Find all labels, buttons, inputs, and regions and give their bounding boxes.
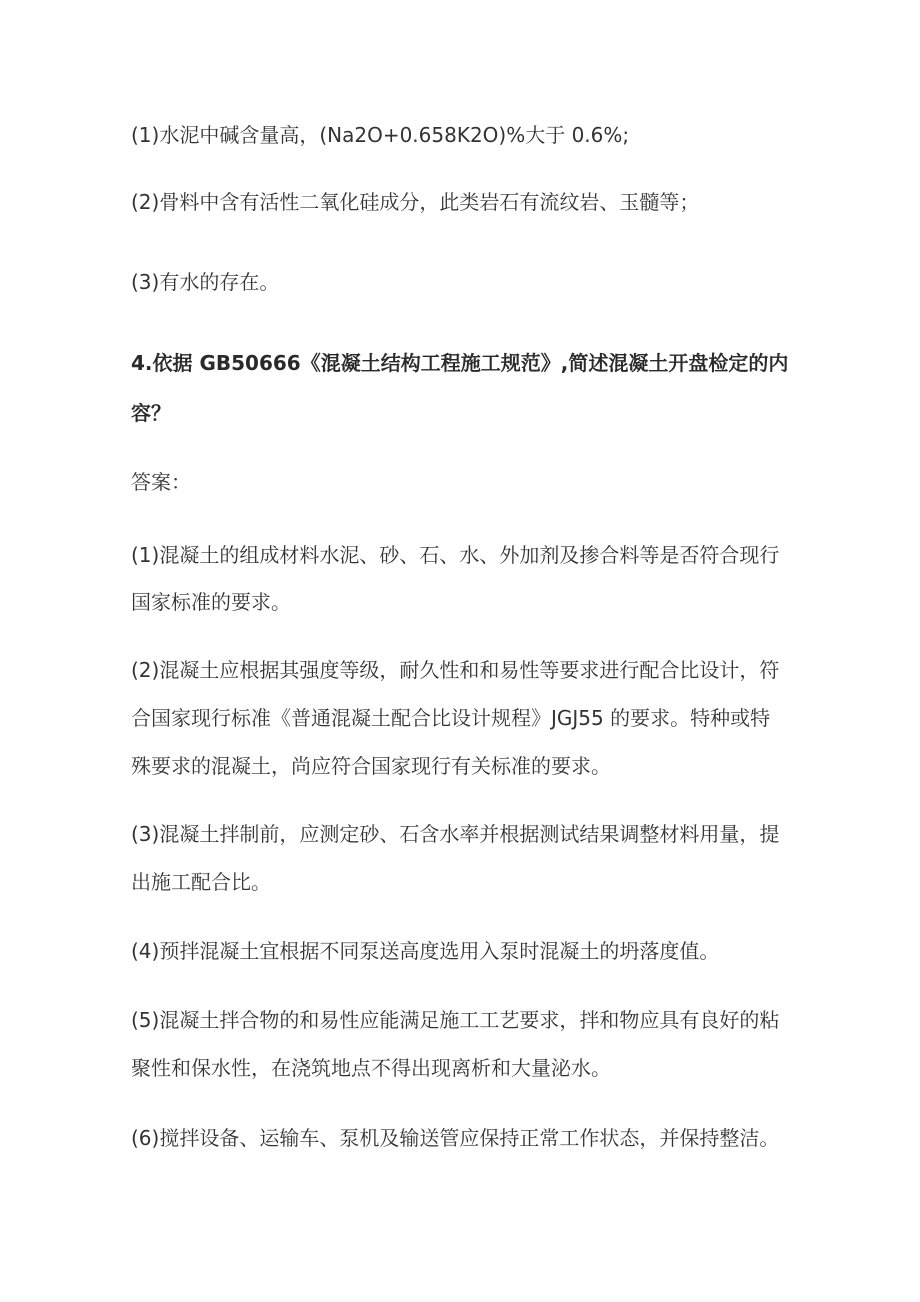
answer-5-line-1: (5)混凝土拌合物的和易性应能满足施工工艺要求，拌和物应具有良好的粘 bbox=[131, 1008, 780, 1032]
item-line-3: (3)有水的存在。 bbox=[131, 270, 280, 294]
answer-2-line-1: (2)混凝土应根据其强度等级，耐久性和和易性等要求进行配合比设计，符 bbox=[131, 658, 780, 682]
answer-label: 答案： bbox=[131, 470, 191, 494]
question-heading-line-2: 容？ bbox=[131, 401, 171, 425]
answer-3-line-2: 出施工配合比。 bbox=[131, 870, 271, 894]
answer-1-line-2: 国家标准的要求。 bbox=[131, 590, 291, 614]
answer-5-line-2: 聚性和保水性，在浇筑地点不得出现离析和大量泌水。 bbox=[131, 1056, 611, 1080]
answer-6-line-1: (6)搅拌设备、运输车、泵机及输送管应保持正常工作状态，并保持整洁。 bbox=[131, 1126, 780, 1150]
answer-2-line-3: 殊要求的混凝土，尚应符合国家现行有关标准的要求。 bbox=[131, 754, 611, 778]
item-line-1: (1)水泥中碱含量高，(Na2O+0.658K2O)%大于 0.6%; bbox=[131, 123, 630, 147]
answer-1-line-1: (1)混凝土的组成材料水泥、砂、石、水、外加剂及掺合料等是否符合现行 bbox=[131, 543, 780, 567]
answer-3-line-1: (3)混凝土拌制前，应测定砂、石含水率并根据测试结果调整材料用量，提 bbox=[131, 822, 780, 846]
answer-4-line-1: (4)预拌混凝土宜根据不同泵送高度选用入泵时混凝土的坍落度值。 bbox=[131, 939, 720, 963]
answer-2-line-2: 合国家现行标准《普通混凝土配合比设计规程》JGJ55 的要求。特种或特 bbox=[131, 706, 771, 730]
question-heading-line-1: 4.依据 GB50666《混凝土结构工程施工规范》,简述混凝土开盘检定的内 bbox=[131, 351, 789, 375]
item-line-2: (2)骨料中含有活性二氧化硅成分，此类岩石有流纹岩、玉髓等； bbox=[131, 190, 700, 214]
